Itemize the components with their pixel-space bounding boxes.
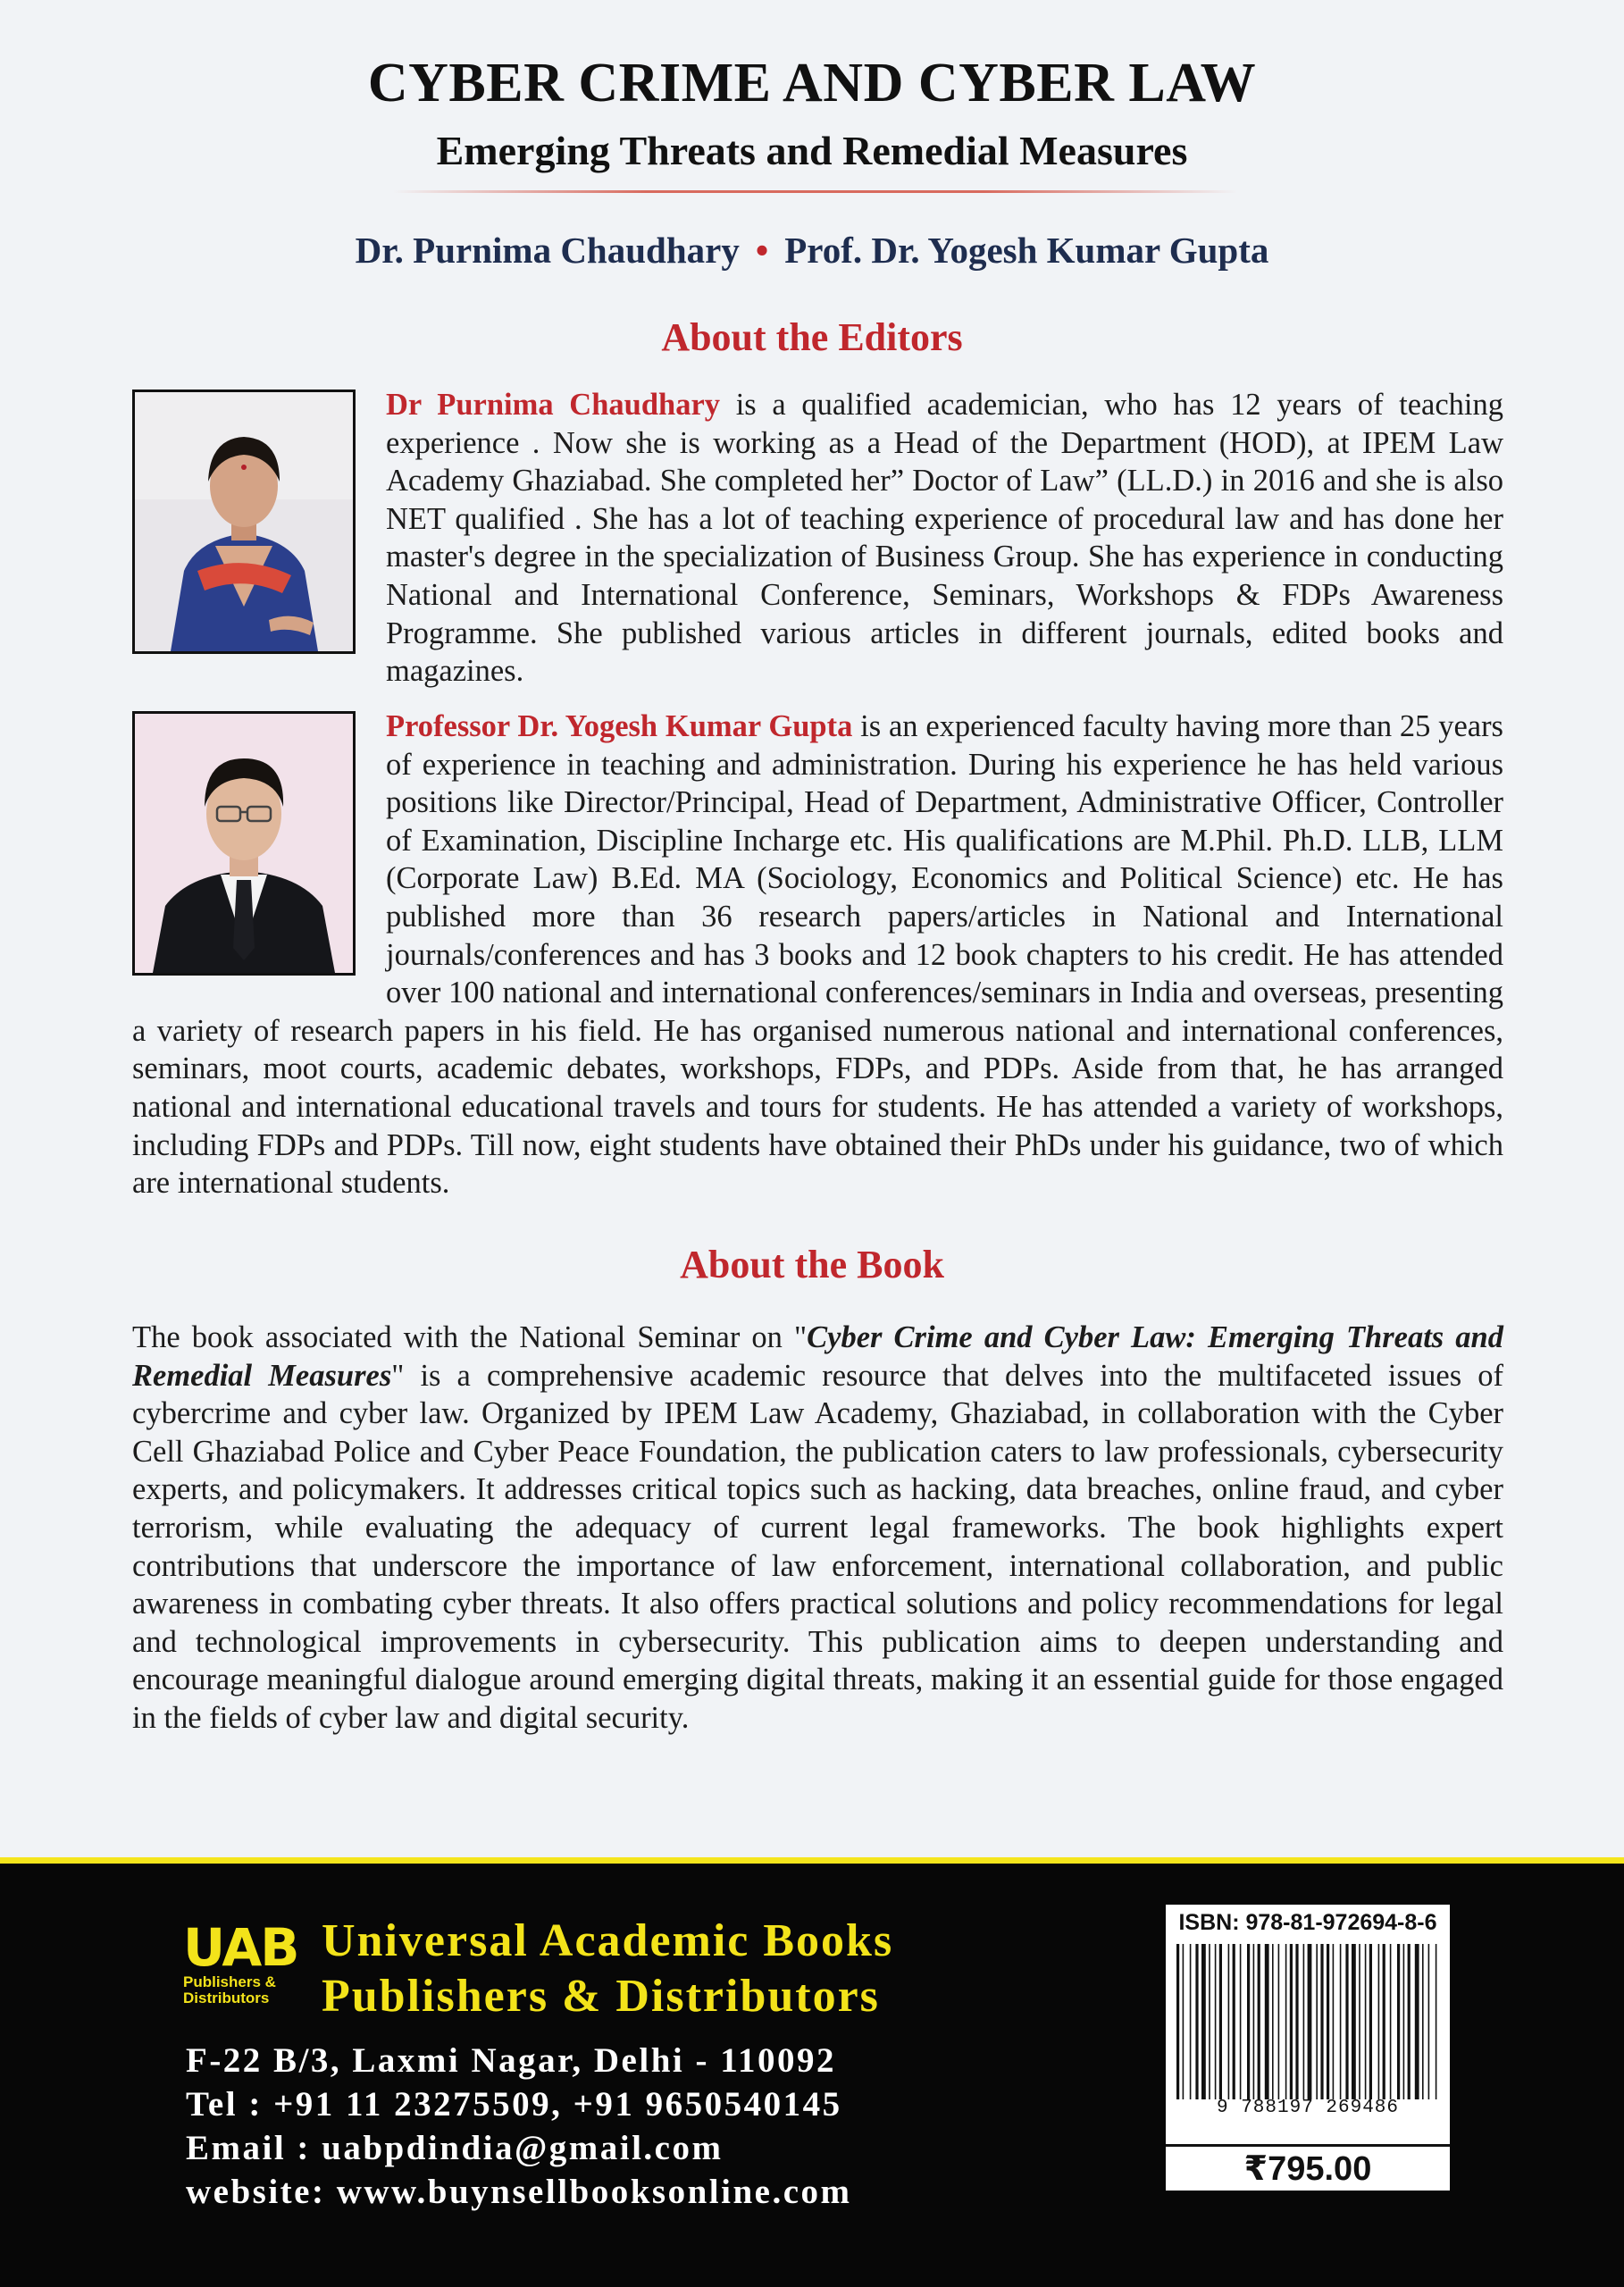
barcode-bar (1219, 1944, 1222, 2099)
isbn-block (1166, 1905, 1450, 2191)
book-description-body: " is a comprehensive academic resource that delves into the multifaceted issues of cybercrime and cyber law. Organized by IPEM Law Academy, Ghaziabad, in collaboration with the Cyber Cell Ghaziabad Police and Cyber Peace Foundation, the publication caters to law professionals, cybersecurity experts, and policymakers. It addresses critical topics such as hacking, data breaches, online fraud, and cyber terrorism, while evaluating the adequacy of current legal frameworks. The book highlights expert contributions that underscore the importance of law enforcement, international collaboration, and public awareness in combating cyber threats. It also offers practical solutions and policy recommendations for legal and technological improvements in cybersecurity. This publication aims to deepen understanding and encourage meaningful dialogue around emerging digital threats, making it an essential guide for those engaged in the fields of cyber law and digital security. (132, 1358, 1503, 1735)
barcode-bar (1278, 1944, 1280, 2099)
publisher-contact (186, 2039, 852, 2214)
barcode-bar (1201, 1944, 1206, 2099)
barcode-bar (1247, 1944, 1250, 2099)
barcode-bar (1365, 1944, 1367, 2099)
barcode-bar (1209, 1944, 1210, 2099)
editor-1-bio (132, 386, 1503, 691)
author-1: Dr. Purnima Chaudhary (355, 230, 740, 271)
barcode-bar (1378, 1944, 1380, 2099)
barcode-bar (1176, 1944, 1179, 2099)
footer-accent-line (0, 1857, 1624, 1864)
barcode-bar (1195, 1944, 1198, 2099)
publisher-logo (183, 1917, 302, 2006)
publisher-name-line-1: Universal Academic Books (322, 1915, 894, 1966)
barcode-bar (1258, 1944, 1260, 2099)
barcode-bar (1397, 1944, 1400, 2099)
barcode-bar (1190, 1944, 1192, 2099)
book-description-title: Cyber Crime and Cyber Law: Emerging Threats and Remedial Measures (132, 1320, 1503, 1393)
barcode-bar (1352, 1944, 1356, 2099)
barcode-bar (1215, 1944, 1217, 2099)
book-description-intro: The book associated with the National Seminar on " (132, 1320, 808, 1354)
barcode-digits: 9 788197 269486 (1216, 2098, 1400, 2118)
about-book-heading: About the Book (680, 1243, 944, 1286)
editor-2-photo (132, 711, 356, 976)
barcode-bar (1316, 1944, 1318, 2099)
barcode-bar (1422, 1944, 1424, 2099)
barcode-bar (1383, 1944, 1385, 2099)
barcode-bar (1327, 1944, 1329, 2099)
barcode-bar (1308, 1944, 1312, 2099)
barcode-bar (1272, 1944, 1274, 2099)
barcode-bar (1285, 1944, 1287, 2099)
portrait-woman-icon (135, 392, 353, 651)
publisher-email: Email : uabpdindia@gmail.com (186, 2129, 724, 2167)
publisher-phone: Tel : +91 11 23275509, +91 9650540145 (186, 2085, 842, 2124)
book-title: CYBER CRIME AND CYBER LAW (367, 53, 1257, 113)
barcode-bar (1408, 1944, 1411, 2099)
barcode-icon (1175, 1944, 1441, 2099)
publisher-address: F-22 B/3, Laxmi Nagar, Delhi - 110092 (186, 2041, 837, 2080)
logo-subtext-1: Publishers & (183, 1973, 276, 1990)
barcode-bar (1345, 1944, 1348, 2099)
barcode-bar (1320, 1944, 1323, 2099)
barcode-bar (1333, 1944, 1335, 2099)
publisher-name-line-2: Publishers & Distributors (322, 1971, 880, 2022)
book-price: ₹795.00 (1166, 2144, 1450, 2191)
isbn-label: ISBN: 978-81-972694-8-6 (1178, 1910, 1437, 1935)
barcode-bar (1369, 1944, 1372, 2099)
portrait-man-icon (135, 714, 353, 973)
barcode-bar (1233, 1944, 1235, 2099)
publisher-website: website: www.buynsellbooksonline.com (186, 2173, 852, 2211)
logo-subtext-2: Distributors (183, 1990, 270, 2006)
logo-mark: UAB (183, 1917, 298, 1978)
barcode-bar (1303, 1944, 1305, 2099)
barcode-bar (1403, 1944, 1405, 2099)
barcode-bar (1265, 1944, 1269, 2099)
barcode-bar (1390, 1944, 1392, 2099)
about-editors-heading: About the Editors (661, 315, 963, 359)
editor-2-bio (132, 708, 1503, 1202)
book-description (132, 1319, 1503, 1738)
barcode-bar (1428, 1944, 1430, 2099)
barcode-bar (1228, 1944, 1230, 2099)
editor-1-photo (132, 390, 356, 654)
title-divider (393, 190, 1237, 193)
editor-2-name: Professor Dr. Yogesh Kumar Gupta (386, 709, 853, 743)
barcode-bar (1415, 1944, 1419, 2099)
editor-1-name: Dr Purnima Chaudhary (386, 388, 721, 422)
author-separator: • (755, 230, 769, 271)
barcode-bar (1240, 1944, 1242, 2099)
barcode-bar (1295, 1944, 1298, 2099)
book-subtitle: Emerging Threats and Remedial Measures (436, 128, 1188, 173)
barcode-bar (1436, 1944, 1437, 2099)
barcode-bar (1359, 1944, 1360, 2099)
editor-1-text: is a qualified academician, who has 12 years of teaching experience . Now she is working as a Head of the Department (HOD), at IPEM Law Academy Ghaziabad. She completed her” Doctor of Law” (LL.D.) in 2016 and she is also NET qualified . She has a lot of teaching experience of procedural law and has done her master's degree in the specialization of Business Group. She has experience in conducting National and International Conference, Seminars, Workshops & FDPs Awareness Programme. She published various articles in different journals, edited books and magazines. (386, 388, 1503, 689)
barcode-bar (1253, 1944, 1255, 2099)
barcode-bar (1183, 1944, 1185, 2099)
author-2: Prof. Dr. Yogesh Kumar Gupta (784, 230, 1269, 271)
editor-2-text: is an experienced faculty having more than 25 years of experience in teaching and administration. During his experience he has held various positions like Director/Principal, Head of Department, Administrative Officer, Controller of Examination, Discipline Incharge etc. His qualifications are M.Phil. Ph.D. LLB, LLM (Corporate Law) B.Ed. MA (Sociology, Economics and Political Science) etc. He has published more than 36 research papers/articles in National and International journals/conferences and has 3 books and 12 book chapters to his credit. He has attended over 100 national and international conferences/seminars in India and overseas, presenting a variety of research papers in his field. He has organised numerous national and international conferences, seminars, moot courts, academic debates, workshops, FDPs, and PDPs. Aside from that, he has arranged national and international educational travels and tours for students. He has attended a variety of workshops, including FDPs and PDPs. Till now, eight students have obtained their PhDs under his guidance, two of which are international students. (132, 709, 1503, 1201)
authors-line (0, 229, 1624, 272)
barcode-bar (1340, 1944, 1342, 2099)
barcode-bar (1290, 1944, 1293, 2099)
